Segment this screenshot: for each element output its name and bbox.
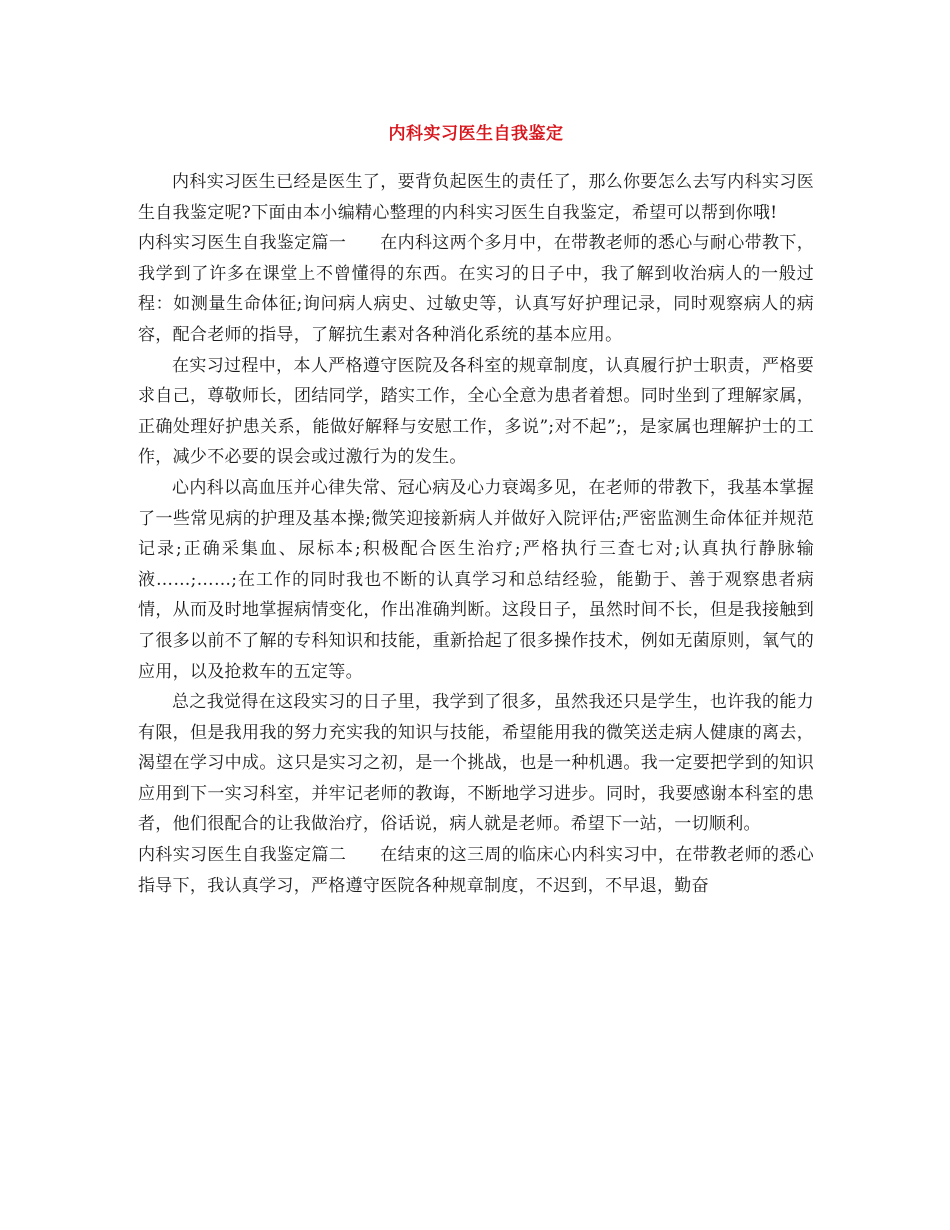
section-one-paragraph <box>138 228 814 350</box>
document-page <box>138 118 814 901</box>
section-two-text: 在结束的这三周的临床心内科实习中，在带教老师的悉心指导下，我认真学习，严格遵守医院各种规章制度，不迟到，不早退，勤奋 <box>138 845 814 896</box>
body-paragraph-2: 心内科以高血压并心律失常、冠心病及心力衰竭多见，在老师的带教下，我基本掌握了一些常见病的护理及基本操;微笑迎接新病人并做好入院评估;严密监测生命体征并规范记录;正确采集血、尿标本;积极配合医生治疗;严格执行三查七对;认真执行静脉输液……;……;在工作的同时我也不断的认真学习和总结经验，能勤于、善于观察患者病情，从而及时地掌握病情变化，作出准确判断。这段日子，虽然时间不长，但是我接触到了很多以前不了解的专科知识和技能，重新拾起了很多操作技术，例如无菌原则，氧气的应用，以及抢救车的五定等。 <box>138 477 814 682</box>
section-two-paragraph <box>138 840 814 901</box>
section-one-text: 在内科这两个多月中，在带教老师的悉心与耐心带教下，我学到了许多在课堂上不曾懂得的东西。在实习的日子中，我了解到收治病人的一般过程：如测量生命体征;询问病人病史、过敏史等，认真写好护理记录，同时观察病人的病容，配合老师的指导，了解抗生素对各种消化系统的基本应用。 <box>138 233 814 345</box>
body-paragraph-3: 总之我觉得在这段实习的日子里，我学到了很多，虽然我还只是学生，也许我的能力有限，但是我用我的努力充实我的知识与技能，希望能用我的微笑送走病人健康的离去，渴望在学习中成。这只是实习之初，是一个挑战，也是一种机遇。我一定要把学到的知识应用到下一实习科室，并牢记老师的教诲，不断地学习进步。同时，我要感谢本科室的患者，他们很配合的让我做治疗，俗话说，病人就是老师。希望下一站，一切顺利。 <box>138 692 814 835</box>
intro-paragraph: 内科实习医生已经是医生了，要背负起医生的责任了，那么你要怎么去写内科实习医生自我鉴定呢?下面由本小编精心整理的内科实习医生自我鉴定，希望可以帮到你哦! <box>138 172 814 223</box>
body-paragraph-1: 在实习过程中，本人严格遵守医院及各科室的规章制度，认真履行护士职责，严格要求自己，尊敬师长，团结同学，踏实工作，全心全意为患者着想。同时坐到了理解家属，正确处理好护患关系，能做好解释与安慰工作，多说”;对不起”;，是家属也理解护士的工作，减少不必要的误会或过激行为的发生。 <box>138 355 814 468</box>
section-one-heading: 内科实习医生自我鉴定篇一 <box>138 233 347 254</box>
section-two-heading: 内科实习医生自我鉴定篇二 <box>138 845 347 866</box>
document-title: 内科实习医生自我鉴定 <box>388 124 564 144</box>
